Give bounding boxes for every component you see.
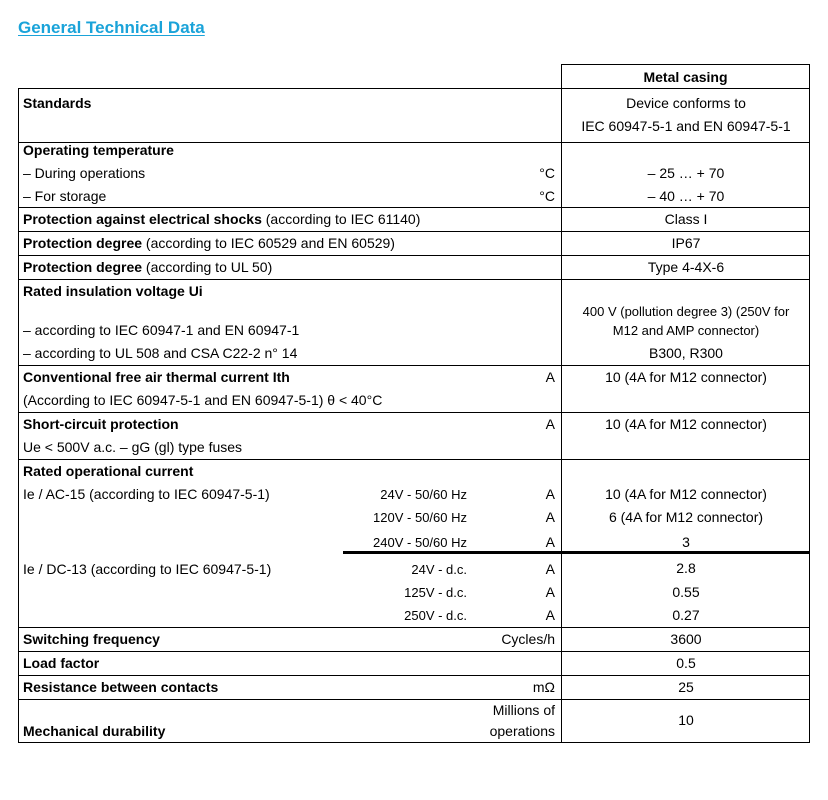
dc13-value: 0.27 [672, 607, 700, 623]
row-divider [19, 675, 809, 676]
ac15-value: 6 (4A for M12 connector) [608, 509, 764, 525]
dc13-value: 0.55 [672, 584, 700, 600]
operating-temperature-label: Operating temperature [23, 142, 174, 158]
for-storage-value: – 40 … + 70 [647, 188, 725, 204]
row-divider [19, 459, 809, 460]
contact-resistance-label: Resistance between contacts [23, 679, 219, 695]
mechanical-durability-unit-line2: operations [489, 723, 555, 739]
shock-protection-label: Protection against electrical shocks (according to IEC 61140) [23, 211, 421, 227]
short-circuit-sublabel: Ue < 500V a.c. – gG (gl) type fuses [23, 439, 243, 455]
for-storage-label: – For storage [23, 188, 107, 204]
load-factor-value: 0.5 [676, 655, 696, 671]
section-divider [343, 551, 809, 554]
during-operations-label: – During operations [23, 165, 146, 181]
for-storage-unit: °C [539, 188, 555, 204]
row-divider [19, 412, 809, 413]
standards-label: Standards [23, 95, 92, 111]
row-divider [19, 231, 809, 232]
protection-degree-iec-label: Protection degree (according to IEC 60529 and EN 60529) [23, 235, 395, 251]
row-divider [19, 651, 809, 652]
ac15-label: Ie / AC-15 (according to IEC 60947-5-1) [23, 486, 270, 502]
protection-degree-iec-value: IP67 [671, 235, 701, 251]
technical-data-table [18, 88, 810, 743]
contact-resistance-value: 25 [678, 679, 694, 695]
mechanical-durability-unit-line1: Millions of [492, 702, 555, 718]
standards-value-line1: Device conforms to [626, 95, 746, 111]
standards-value-line2: IEC 60947-5-1 and EN 60947-5-1 [581, 118, 791, 134]
load-factor-label: Load factor [23, 655, 100, 671]
page-title: General Technical Data [18, 18, 205, 37]
thermal-current-unit: A [545, 369, 555, 385]
ac15-unit: A [545, 486, 555, 502]
switching-frequency-unit: Cycles/h [501, 631, 555, 647]
thermal-current-value: 10 (4A for M12 connector) [605, 369, 767, 385]
contact-resistance-unit: mΩ [532, 679, 555, 695]
dc13-unit: A [545, 561, 555, 577]
dc13-voltage: 24V - d.c. [411, 562, 467, 577]
ac15-value: 10 (4A for M12 connector) [605, 486, 767, 502]
shock-protection-value: Class I [664, 211, 708, 227]
row-divider [19, 207, 809, 208]
ac15-voltage: 24V - 50/60 Hz [380, 487, 467, 502]
row-divider [19, 255, 809, 256]
ac15-voltage: 120V - 50/60 Hz [373, 510, 467, 525]
mechanical-durability-label: Mechanical durability [23, 723, 166, 739]
short-circuit-label: Short-circuit protection [23, 416, 179, 432]
dc13-label: Ie / DC-13 (according to IEC 60947-5-1) [23, 561, 272, 577]
ac15-unit: A [545, 509, 555, 525]
rated-insulation-iec-label: – according to IEC 60947-1 and EN 60947-1 [23, 322, 300, 338]
during-operations-unit: °C [539, 165, 555, 181]
column-header-metal-casing: Metal casing [561, 64, 810, 88]
dc13-unit: A [545, 607, 555, 623]
rated-insulation-ul-value: B300, R300 [649, 345, 723, 361]
dc13-voltage: 125V - d.c. [404, 585, 467, 600]
short-circuit-value: 10 (4A for M12 connector) [605, 416, 767, 432]
dc13-value: 2.8 [676, 560, 696, 576]
ac15-unit: A [545, 534, 555, 550]
thermal-current-label: Conventional free air thermal current Ith [23, 369, 290, 385]
mechanical-durability-value: 10 [678, 712, 694, 728]
protection-degree-ul-label: Protection degree (according to UL 50) [23, 259, 273, 275]
rated-insulation-label: Rated insulation voltage Ui [23, 283, 203, 299]
row-divider [19, 279, 809, 280]
switching-frequency-value: 3600 [670, 631, 702, 647]
dc13-unit: A [545, 584, 555, 600]
protection-degree-ul-value: Type 4-4X-6 [647, 259, 725, 275]
ac15-voltage: 240V - 50/60 Hz [373, 535, 467, 550]
thermal-current-sublabel: (According to IEC 60947-5-1 and EN 60947-5-1) θ < 40°C [23, 392, 383, 408]
operational-current-label: Rated operational current [23, 463, 194, 479]
rated-insulation-ul-label: – according to UL 508 and CSA C22-2 n° 14 [23, 345, 298, 361]
short-circuit-unit: A [545, 416, 555, 432]
row-divider [19, 365, 809, 366]
rated-insulation-iec-value-line2: M12 and AMP connector) [612, 323, 760, 338]
row-divider [19, 699, 809, 700]
rated-insulation-iec-value-line1: 400 V (pollution degree 3) (250V for [582, 304, 790, 319]
ac15-value: 3 [682, 534, 690, 550]
switching-frequency-label: Switching frequency [23, 631, 160, 647]
during-operations-value: – 25 … + 70 [647, 165, 725, 181]
row-divider [19, 627, 809, 628]
dc13-voltage: 250V - d.c. [404, 608, 467, 623]
